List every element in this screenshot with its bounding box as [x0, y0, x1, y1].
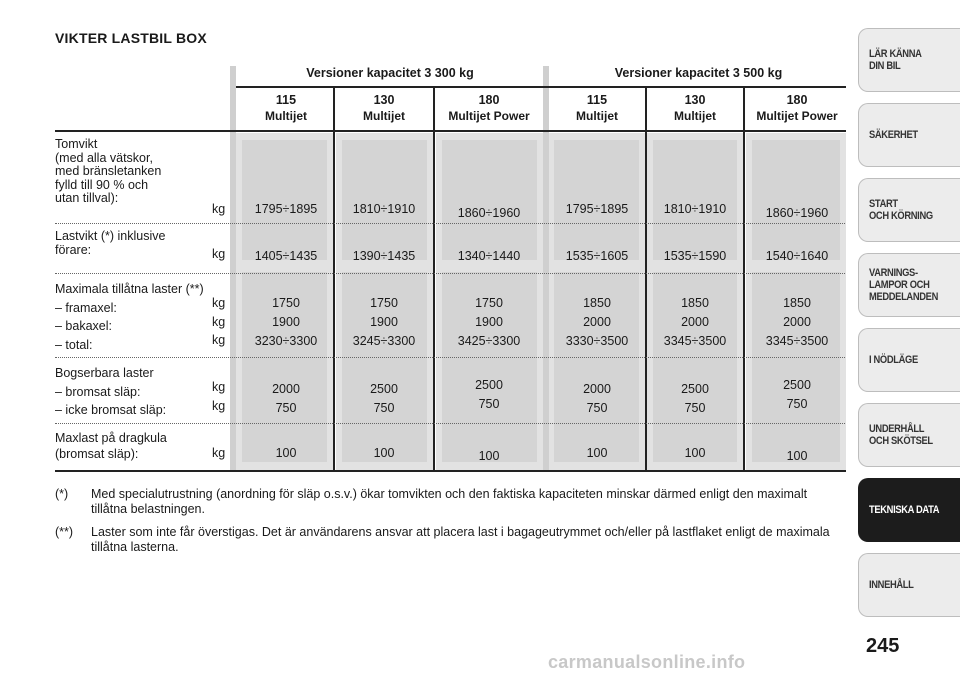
- chapter-tab-label: INNEHÅLL: [869, 579, 914, 591]
- row-unit: kg: [212, 380, 226, 394]
- table-cell: 1540÷1640: [765, 249, 829, 263]
- column-divider: [645, 86, 647, 470]
- table-cell: 2500 750: [681, 382, 709, 415]
- footnote: [55, 525, 845, 559]
- column-header-engine: 130: [684, 93, 706, 107]
- row-divider: [55, 423, 845, 424]
- table-cell: 1535÷1605: [565, 249, 629, 263]
- table-cell: 1860÷1960: [765, 206, 829, 220]
- chapter-tab[interactable]: [858, 103, 960, 167]
- table-cell: 1750 1900 3425÷3300: [457, 296, 521, 348]
- row-label: Bogserbara laster – bromsat släp: – icke bromsat släp:: [55, 366, 167, 417]
- table-cell: 2000 750: [583, 382, 611, 415]
- header-rule: [236, 86, 846, 88]
- column-header-model: Multijet: [674, 109, 716, 123]
- table-cell: 1750 1900 3230÷3300: [254, 296, 318, 348]
- chapter-tab-label: VARNINGS- LAMPOR OCH MEDDELANDEN: [869, 267, 938, 303]
- row-unit: kg: [212, 446, 226, 460]
- row-divider: [55, 357, 845, 358]
- chapter-tab-label: I NÖDLÄGE: [869, 354, 918, 366]
- table-cell: 1810÷1910: [352, 202, 416, 216]
- table-cell: 2500 750: [370, 382, 398, 415]
- chapter-tab[interactable]: [858, 553, 960, 617]
- table-cell: 1795÷1895: [565, 202, 629, 216]
- table-cell: 100: [786, 449, 808, 463]
- table-cell: 100: [373, 446, 395, 460]
- table-cell: 1340÷1440: [457, 249, 521, 263]
- row-label: Lastvikt (*) inklusive förare:: [55, 229, 166, 257]
- column-header-model: Multijet Power: [756, 109, 838, 123]
- row-divider: [55, 273, 845, 274]
- table-cell: 100: [478, 449, 500, 463]
- table-cell: 2000 750: [272, 382, 300, 415]
- column-header-engine: 115: [275, 93, 297, 107]
- row-label: Maximala tillåtna laster (**) – framaxel: – bakaxel: – total:: [55, 282, 204, 352]
- chapter-tab-label: SÄKERHET: [869, 129, 918, 141]
- column-header: [747, 92, 847, 124]
- table-cell: 1860÷1960: [457, 206, 521, 220]
- group-separator: [543, 66, 549, 470]
- chapter-tab-label: TEKNISKA DATA: [869, 504, 940, 516]
- column-divider: [333, 86, 335, 470]
- column-header-engine: 115: [586, 93, 608, 107]
- chapter-tab[interactable]: [858, 253, 960, 317]
- table-bottom-rule: [55, 470, 846, 472]
- group-header: Versioner kapacitet 3 500 kg: [614, 66, 783, 80]
- row-unit: kg: [212, 315, 226, 329]
- column-header: [645, 92, 745, 124]
- footnote-text: Laster som inte får överstigas. Det är användarens ansvar att placera last i bagageutrymmet och/eller på lastflaket enligt de maximala tillåtna lasterna.: [91, 525, 830, 554]
- chapter-tab[interactable]: [858, 178, 960, 242]
- page-title: VIKTER LASTBIL BOX: [55, 30, 207, 46]
- table-cell: 1850 2000 3345÷3500: [765, 296, 829, 348]
- column-header-model: Multijet: [363, 109, 405, 123]
- watermark: carmanualsonline.info: [548, 652, 746, 672]
- row-unit: kg: [212, 202, 226, 216]
- footnote-marker: (**): [55, 525, 74, 539]
- table-cell: 100: [684, 446, 706, 460]
- chapter-tab-label: LÄR KÄNNA DIN BIL: [869, 48, 922, 72]
- table-cell: 1535÷1590: [663, 249, 727, 263]
- chapter-tab-label: START OCH KÖRNING: [869, 198, 933, 222]
- row-unit: kg: [212, 399, 226, 413]
- table-cell: 1795÷1895: [254, 202, 318, 216]
- column-header: [439, 92, 539, 124]
- table-cell: 1405÷1435: [254, 249, 318, 263]
- column-header-engine: 180: [786, 93, 808, 107]
- column-header-engine: 180: [478, 93, 500, 107]
- column-header: [334, 92, 434, 124]
- row-label: Tomvikt (med alla vätskor, med bränsletanken fylld till 90 % och utan tillval):: [55, 137, 162, 205]
- chapter-tab-label: UNDERHÅLL OCH SKÖTSEL: [869, 423, 933, 447]
- column-header-model: Multijet Power: [448, 109, 530, 123]
- header-rule: [55, 130, 846, 132]
- cell-shade: [752, 140, 840, 260]
- table-cell: 100: [275, 446, 297, 460]
- column-header-model: Multijet: [265, 109, 307, 123]
- chapter-tab[interactable]: [858, 28, 960, 92]
- chapter-tab[interactable]: [858, 403, 960, 467]
- table-cell: 1750 1900 3245÷3300: [352, 296, 416, 348]
- column-header-model: Multijet: [576, 109, 618, 123]
- row-unit: kg: [212, 247, 226, 261]
- column-header: [547, 92, 647, 124]
- row-unit: kg: [212, 296, 226, 310]
- page-number: 245: [866, 635, 900, 657]
- footnote: [55, 487, 845, 521]
- column-divider: [743, 86, 745, 470]
- row-divider: [55, 223, 845, 224]
- row-label: Maxlast på dragkula (bromsat släp):: [55, 431, 167, 461]
- column-header: [236, 92, 336, 124]
- table-cell: 2500 750: [783, 378, 811, 411]
- table-cell: 100: [586, 446, 608, 460]
- footnote-text: Med specialutrustning (anordning för släp o.s.v.) ökar tomvikten och den faktiska kapaciteten minskar därmed enligt den maximalt tillåtna belastningen.: [91, 487, 808, 516]
- table-cell: 1850 2000 3345÷3500: [663, 296, 727, 348]
- table-cell: 1390÷1435: [352, 249, 416, 263]
- row-unit: kg: [212, 333, 226, 347]
- column-header-engine: 130: [373, 93, 395, 107]
- table-cell: 2500 750: [475, 378, 503, 411]
- cell-shade: [442, 140, 537, 260]
- table-cell: 1810÷1910: [663, 202, 727, 216]
- group-separator: [230, 66, 236, 470]
- table-cell: 1850 2000 3330÷3500: [565, 296, 629, 348]
- footnote-marker: (*): [55, 487, 69, 501]
- chapter-tab[interactable]: [858, 328, 960, 392]
- group-header: Versioner kapacitet 3 300 kg: [306, 66, 474, 80]
- chapter-tab[interactable]: [858, 478, 960, 542]
- column-divider: [433, 86, 435, 470]
